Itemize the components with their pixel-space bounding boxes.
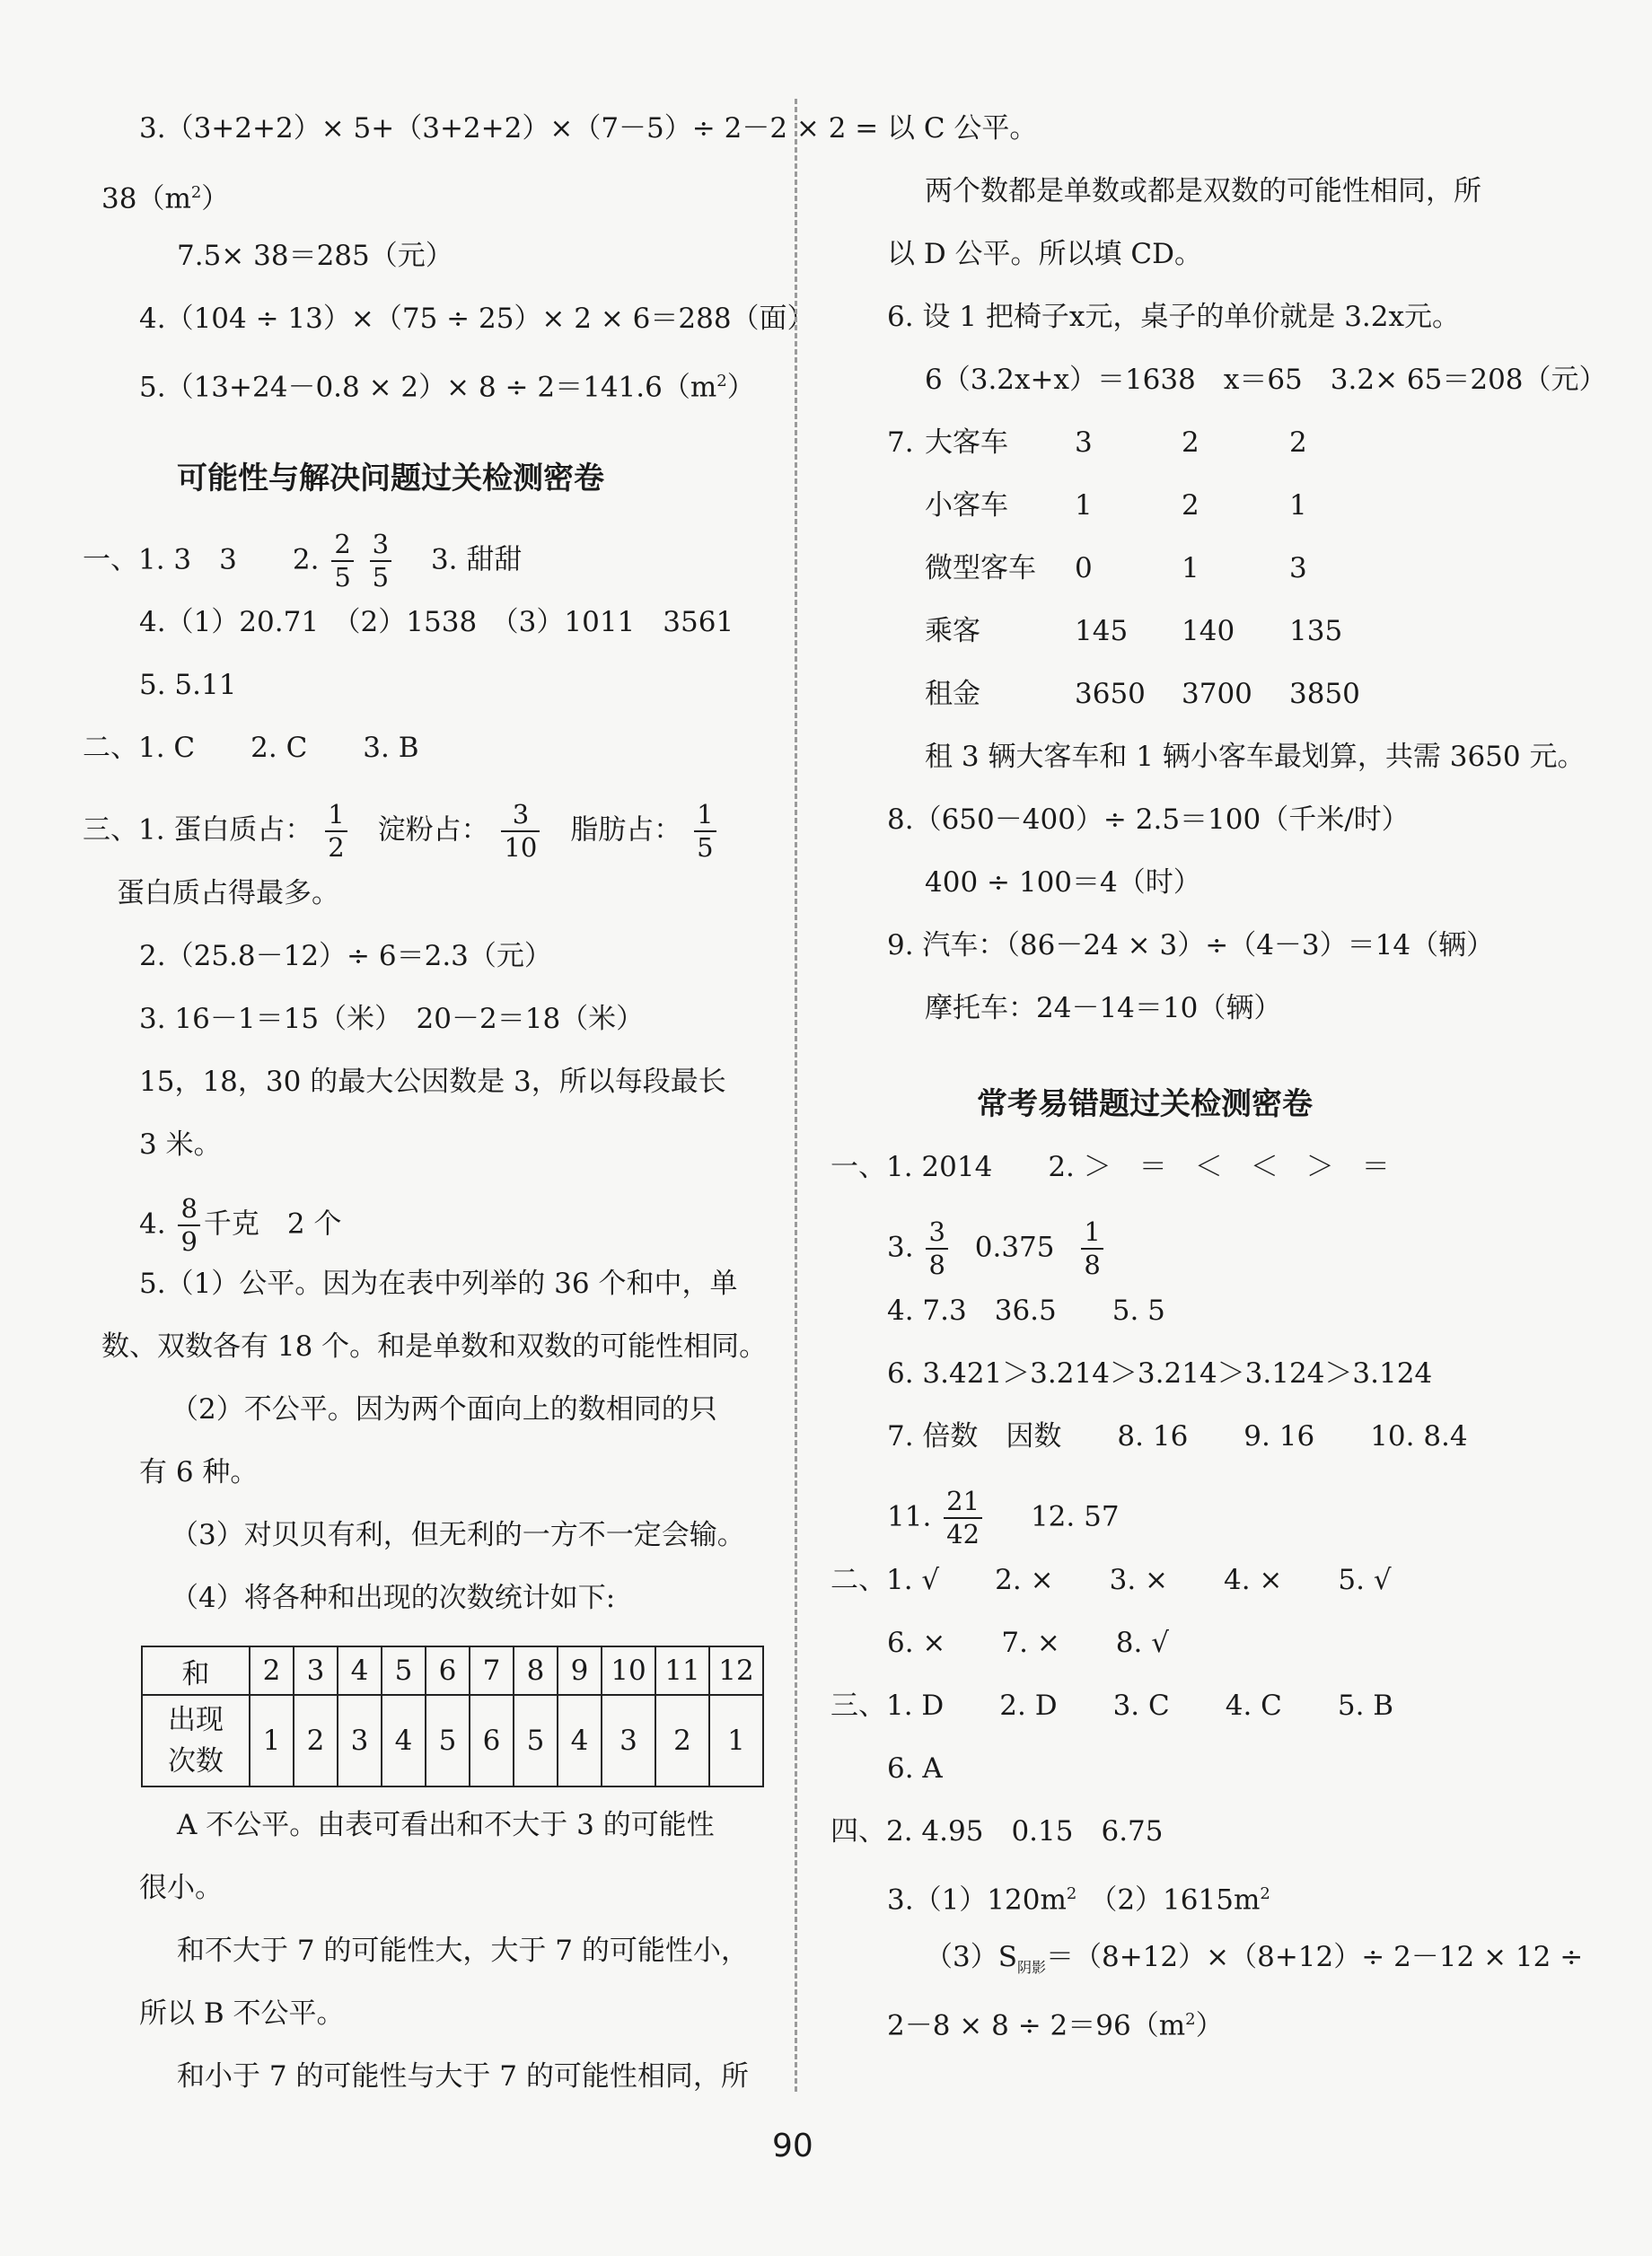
answer-line: 数、双数各有 18 个。和是单数和双数的可能性相同。 xyxy=(101,1330,768,1363)
answer-line: 四、2. 4.95 0.15 6.75 xyxy=(830,1815,1164,1848)
table-row xyxy=(142,1646,763,1695)
answer-line: 6. 设 1 把椅子x元，桌子的单价就是 3.2x元。 xyxy=(887,301,1460,333)
table-cell: 3 xyxy=(294,1646,338,1695)
fraction: $\frac{2}{5}$ xyxy=(331,531,353,591)
answer-line: 3. $\frac{3}{8}$ 0.375 $\frac{1}{8}$ xyxy=(887,1219,1107,1278)
table-cell: 4 xyxy=(338,1646,382,1695)
table-cell: 3650 xyxy=(1075,678,1146,710)
table-cell: 0 xyxy=(1075,552,1093,584)
table-cell: 大客车 xyxy=(925,426,1008,459)
table-cell: 1 xyxy=(1289,489,1307,522)
table-cell: 3 xyxy=(1289,552,1307,584)
answer-line: 5.（1）公平。因为在表中列举的 36 个和中，单 xyxy=(139,1268,738,1300)
answer-line: 6. A xyxy=(887,1752,943,1785)
table-cell: 2 xyxy=(250,1646,294,1695)
table-cell: 5 xyxy=(382,1646,426,1695)
table-cell: 6 xyxy=(470,1695,514,1786)
answer-line: 以 D 公平。所以填 CD。 xyxy=(887,238,1202,270)
table-cell: 2 xyxy=(294,1695,338,1786)
answer-line: 两个数都是单数或都是双数的可能性相同，所 xyxy=(925,175,1481,207)
answer-line: 二、1. √ 2. × 3. × 4. × 5. √ xyxy=(830,1564,1392,1596)
answer-line: 很小。 xyxy=(139,1872,223,1904)
table-cell: 3700 xyxy=(1182,678,1252,710)
table-cell: 4 xyxy=(558,1695,602,1786)
question-number: 7. xyxy=(887,426,914,459)
answer-line: $38(m^2)$ xyxy=(101,182,230,215)
fraction: $\frac{3}{5}$ xyxy=(370,531,391,591)
answer-line: 三、1. D 2. D 3. C 4. C 5. B xyxy=(830,1690,1394,1722)
answer-line: 一、1. 2014 2. ＞ ＝ ＜ ＜ ＞ ＝ xyxy=(830,1151,1390,1183)
answer-line: 4. 7.3 36.5 5. 5 xyxy=(887,1295,1165,1327)
answer-line: 8.（650－400）÷ 2.5＝100（千米/时） xyxy=(887,803,1410,836)
section-title: 可能性与解决问题过关检测密卷 xyxy=(177,461,604,496)
table-cell: 1 xyxy=(1182,552,1199,584)
table-cell: 135 xyxy=(1289,615,1343,647)
sum-frequency-table xyxy=(141,1646,764,1787)
table-cell: 2 xyxy=(1289,426,1307,459)
table-cell: 8 xyxy=(514,1646,558,1695)
table-cell: 5 xyxy=(514,1695,558,1786)
table-cell: 微型客车 xyxy=(925,552,1036,584)
table-cell: 2 xyxy=(1182,426,1199,459)
answer-line: 三、1. 蛋白质占： $\frac{1}{2}$ 淀粉占： $\frac{3}{10}$ 脂肪占： $\frac{1}{5}$ xyxy=(83,802,720,861)
answer-line: 11. $\frac{21}{42}$ 12. 57 xyxy=(887,1486,1120,1549)
answer-line: 6（3.2x+x）＝1638 x＝65 3.2× 65＝208（元） xyxy=(925,364,1607,396)
page-number: 90 xyxy=(772,2128,813,2164)
answer-line: 和不大于 7 的可能性大，大于 7 的可能性小， xyxy=(177,1935,749,1967)
answer-line: 蛋白质占得最多。 xyxy=(117,877,339,909)
answer-line: 9. 汽车：（86－24 × 3）÷（4－3）＝14（辆） xyxy=(887,929,1495,961)
fraction: $\frac{1}{8}$ xyxy=(1081,1219,1103,1278)
answer-line: 6. 3.421＞3.214＞3.214＞3.124＞3.124 xyxy=(887,1357,1433,1390)
fraction: $\frac{3}{10}$ xyxy=(501,802,540,861)
answer-line: 租 3 辆大客车和 1 辆小客车最划算，共需 3650 元。 xyxy=(925,741,1586,773)
answer-line: 3 米。 xyxy=(139,1128,222,1161)
table-cell: 1 xyxy=(1075,489,1093,522)
answer-line: 一、1. 3 3 2. $\frac{2}{5}$ $\frac{3}{5}$ 3. 甜甜 xyxy=(83,529,523,593)
fraction: $\frac{1}{2}$ xyxy=(325,802,347,861)
fraction: $\frac{1}{5}$ xyxy=(694,802,716,861)
answer-line: （3）对贝贝有利，但无利的一方不一定会输。 xyxy=(171,1519,745,1551)
table-cell: 1 xyxy=(250,1695,294,1786)
answer-line: 7.5× 38＝285（元） xyxy=(177,240,453,272)
answer-line: $2-8 \times 8 \div 2=96(m^2)$ xyxy=(887,2009,1224,2042)
answer-line: $3.(1)120m^2$ $(2)1615m^2$ xyxy=(887,1883,1270,1917)
answer-line: 7. 倍数 因数 8. 16 9. 16 10. 8.4 xyxy=(887,1420,1468,1453)
fraction: $\frac{21}{42}$ xyxy=(944,1488,982,1548)
answer-line: （2）不公平。因为两个面向上的数相同的只 xyxy=(171,1393,717,1426)
table-cell: 3 xyxy=(1075,426,1093,459)
table-cell: 11 xyxy=(655,1646,709,1695)
answer-line: 15，18，30 的最大公因数是 3，所以每段最长 xyxy=(139,1066,726,1098)
answer-line: 二、1. C 2. C 3. B xyxy=(83,732,419,764)
answer-line: （4）将各种和出现的次数统计如下: xyxy=(171,1582,616,1614)
table-cell: 7 xyxy=(470,1646,514,1695)
table-cell: 145 xyxy=(1075,615,1129,647)
table-cell: 2 xyxy=(1182,489,1199,522)
table-cell: 租金 xyxy=(925,678,980,710)
table-cell: 4 xyxy=(382,1695,426,1786)
answer-line: $(3)S_{阴影}=(8+12)\times(8+12)\div 2-12 \times 12$ ÷ xyxy=(925,1941,1584,1977)
answer-line: 5. 5.11 xyxy=(139,669,237,701)
table-cell: 10 xyxy=(602,1646,655,1695)
table-cell: 乘客 xyxy=(925,615,980,647)
table-cell: 3 xyxy=(602,1695,655,1786)
fraction: $\frac{3}{8}$ xyxy=(926,1219,947,1278)
answer-line: 2.（25.8－12）÷ 6＝2.3（元） xyxy=(139,940,552,972)
answer-line: A 不公平。由表可看出和不大于 3 的可能性 xyxy=(177,1809,715,1841)
table-cell: 9 xyxy=(558,1646,602,1695)
answer-line: 以 C 公平。 xyxy=(887,112,1038,145)
answer-line: 6. × 7. × 8. √ xyxy=(887,1627,1169,1659)
table-cell: 12 xyxy=(709,1646,763,1695)
answer-line: 摩托车：24－14＝10（辆） xyxy=(925,992,1282,1024)
table-header-cell: 出现 次数 xyxy=(142,1695,250,1786)
table-cell: 3 xyxy=(338,1695,382,1786)
table-cell: 3850 xyxy=(1289,678,1360,710)
answer-line: $5.(13+24-0.8 \times 2)\times 8 \div 2=141.6(m^2)$ xyxy=(139,371,755,404)
column-divider xyxy=(795,99,797,2092)
table-cell: 1 xyxy=(709,1695,763,1786)
table-cell: 6 xyxy=(426,1646,470,1695)
answer-line: 4.（104 ÷ 13）×（75 ÷ 25）× 2 × 6＝288（面） xyxy=(139,303,815,335)
answer-line: 3. 16－1＝15（米） 20－2＝18（米） xyxy=(139,1003,645,1035)
answer-line: 3.（3+2+2）× 5+（3+2+2）×（7－5）÷ 2－2 × 2 = xyxy=(139,112,879,145)
table-cell: 5 xyxy=(426,1695,470,1786)
answer-line: 所以 B 不公平。 xyxy=(139,1997,345,2030)
table-cell: 140 xyxy=(1182,615,1235,647)
fraction: $\frac{8}{9}$ xyxy=(178,1196,199,1255)
answer-line: 4. $\frac{8}{9}$ 千克 2 个 xyxy=(139,1193,342,1257)
table-cell: 2 xyxy=(655,1695,709,1786)
table-row xyxy=(142,1695,763,1786)
answer-line: 4.（1）20.71 （2）1538 （3）1011 3561 xyxy=(139,606,734,638)
answer-line: 有 6 种。 xyxy=(139,1456,259,1488)
answer-line: 和小于 7 的可能性与大于 7 的可能性相同，所 xyxy=(177,2060,749,2093)
answer-line: 400 ÷ 100＝4（时） xyxy=(925,866,1201,899)
table-cell: 小客车 xyxy=(925,489,1008,522)
table-header-cell: 和 xyxy=(142,1646,250,1695)
section-title: 常考易错题过关检测密卷 xyxy=(977,1086,1313,1122)
